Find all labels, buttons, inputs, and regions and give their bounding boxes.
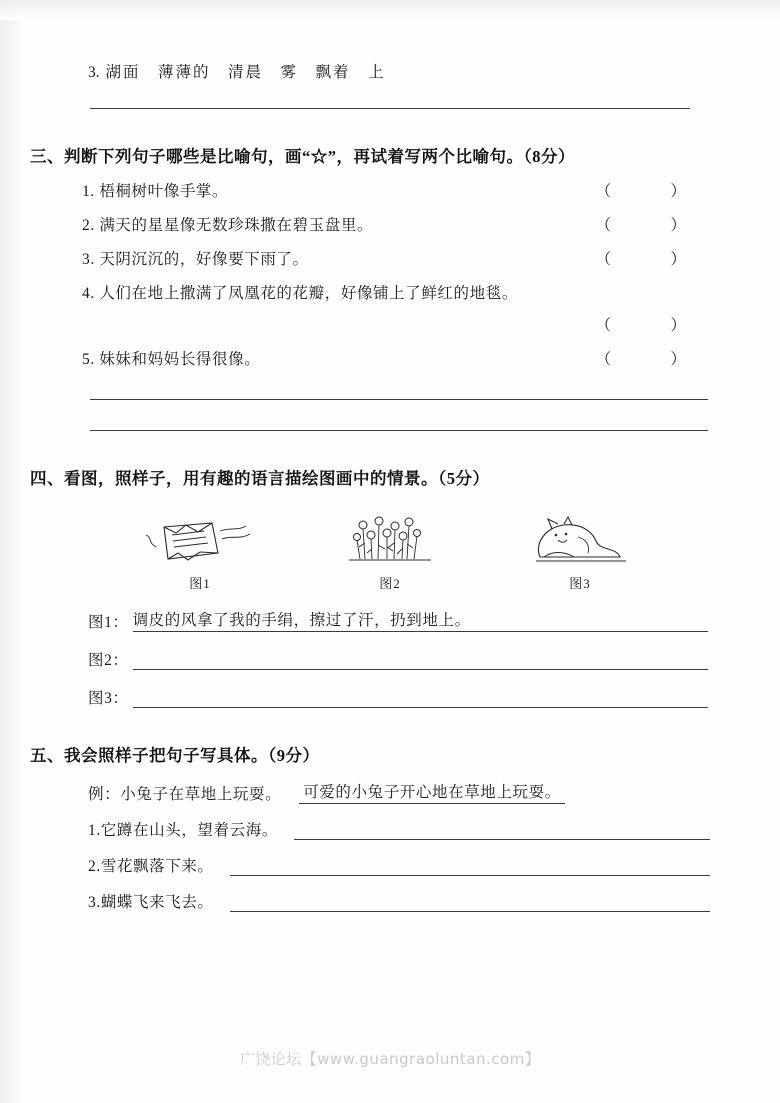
picture-caption: 图1 xyxy=(189,576,211,591)
item-text: 天阴沉沉的，好像要下雨了。 xyxy=(99,251,309,268)
answer-parentheses[interactable]: （ ） xyxy=(595,317,708,334)
figure-answer-line-2 xyxy=(88,648,750,670)
item-words: 湖面 薄薄的 清晨 雾 飘着 上 xyxy=(105,64,386,81)
item-number: 4. xyxy=(82,285,95,302)
figure-answer[interactable] xyxy=(133,688,708,708)
example-answer: 可爱的小兔子开心地在草地上玩耍。 xyxy=(299,780,565,804)
flowers-icon xyxy=(325,511,455,567)
section-3-item-1 xyxy=(82,179,750,201)
watermark: 广饶论坛【www.guangraoluntan.com】 xyxy=(239,1050,541,1068)
answer-parentheses[interactable]: （ ） xyxy=(595,251,708,268)
item-number: 3. xyxy=(88,894,101,911)
answer-parentheses[interactable]: （ ） xyxy=(595,351,708,368)
section-5-item-2 xyxy=(88,854,750,876)
handkerchief-in-wind-icon xyxy=(135,511,265,567)
item-number: 2. xyxy=(88,858,101,875)
figure-answer-line-3 xyxy=(88,686,750,708)
answer-parentheses[interactable]: （ ） xyxy=(595,217,708,234)
picture-row xyxy=(30,511,750,592)
item-number: 3. xyxy=(88,64,100,81)
section-3-item-2 xyxy=(82,213,750,235)
picture-cell-2 xyxy=(325,511,455,592)
continued-item-3 xyxy=(88,60,750,82)
figure-answer[interactable]: 调皮的风拿了我的手绢，擦过了汗，扔到地上。 xyxy=(133,608,708,632)
section-5-example xyxy=(88,780,750,804)
item-answer[interactable] xyxy=(294,822,710,840)
figure-label: 图2： xyxy=(88,652,129,669)
section-4-heading: 四、看图，照样子，用有趣的语言描绘图画中的情景。（5分） xyxy=(30,469,490,488)
example-lead: 例：小兔子在草地上玩耍。 xyxy=(88,786,282,803)
figure-label: 图3： xyxy=(88,690,129,707)
worksheet-content xyxy=(30,60,750,912)
item-text: 雪花飘落下来。 xyxy=(100,858,214,875)
item-text: 妹妹和妈妈长得很像。 xyxy=(99,351,261,368)
section-3-item-3 xyxy=(82,247,750,269)
item-answer[interactable] xyxy=(230,894,710,912)
picture-cell-1 xyxy=(135,511,265,592)
answer-rule[interactable] xyxy=(90,399,708,400)
item-text: 满天的星星像无数珍珠撒在碧玉盘里。 xyxy=(99,217,374,234)
item-number: 2. xyxy=(82,217,95,234)
item-number: 1. xyxy=(88,822,101,839)
figure-label: 图1： xyxy=(88,614,129,631)
item-text: 蝴蝶飞来飞去。 xyxy=(100,894,214,911)
figure-answer[interactable] xyxy=(133,650,708,670)
section-3-heading: 三、判断下列句子哪些是比喻句，画“☆”，再试着写两个比喻句。（8分） xyxy=(30,147,575,166)
answer-parentheses[interactable]: （ ） xyxy=(595,183,708,200)
picture-cell-3 xyxy=(515,511,645,592)
page-edge-shadow-top xyxy=(0,0,780,20)
item-number: 5. xyxy=(82,351,95,368)
figure-answer-line-1 xyxy=(88,608,750,632)
item-text: 人们在地上撒满了凤凰花的花瓣，好像铺上了鲜红的地毯。 xyxy=(99,285,518,302)
answer-rule[interactable] xyxy=(90,108,690,109)
picture-caption: 图3 xyxy=(569,576,591,591)
item-text: 梧桐树叶像手掌。 xyxy=(99,183,229,200)
section-5-heading: 五、我会照样子把句子写具体。（9分） xyxy=(30,746,320,765)
sleeping-cat-icon xyxy=(515,511,645,567)
item-answer[interactable] xyxy=(230,858,710,876)
page-edge-shadow-left xyxy=(0,0,26,1103)
section-3-item-5 xyxy=(82,347,750,369)
section-5-item-1 xyxy=(88,818,750,840)
section-3-item-4 xyxy=(82,281,750,303)
item-text: 它蹲在山头，望着云海。 xyxy=(100,822,278,839)
answer-rule[interactable] xyxy=(90,430,708,431)
item-number: 3. xyxy=(82,251,95,268)
picture-caption: 图2 xyxy=(379,576,401,591)
item-number: 1. xyxy=(82,183,95,200)
section-5-item-3 xyxy=(88,890,750,912)
